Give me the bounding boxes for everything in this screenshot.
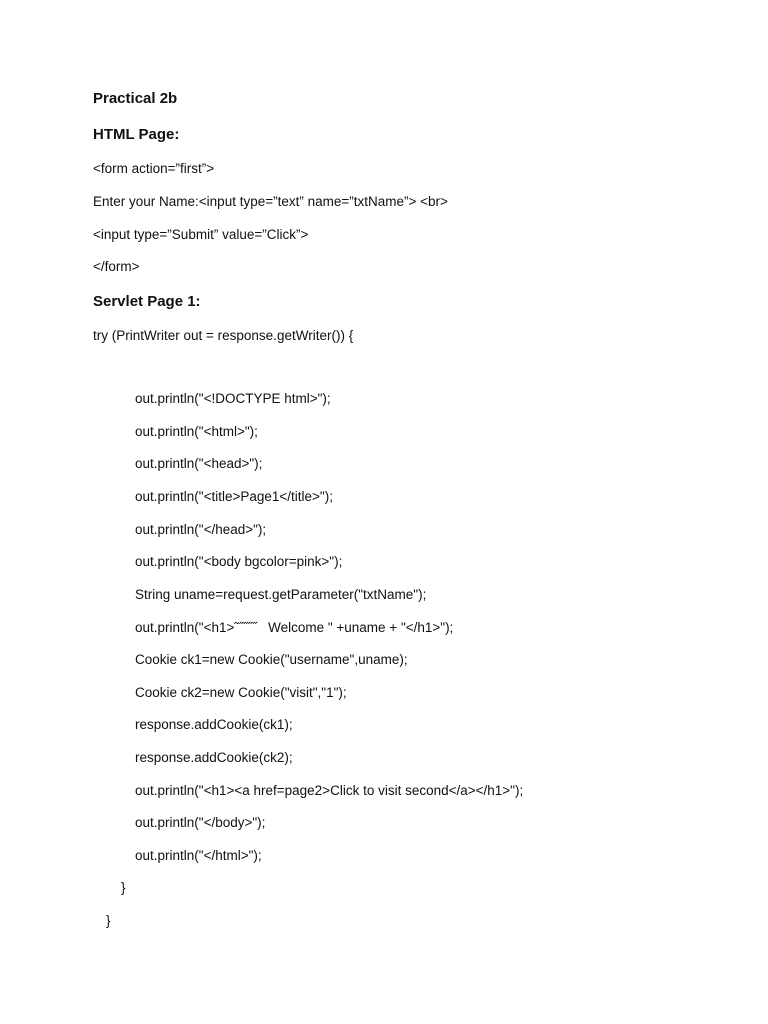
servlet-code-line: out.println("<title>Page1</title>"); [135, 489, 333, 504]
html-line-name-input: Enter your Name:<input type=”text” name=”txtName”> <br> [93, 194, 448, 209]
servlet-code-line: String uname=request.getParameter("txtName"); [135, 587, 427, 602]
html-line-form-open: <form action=”first”> [93, 161, 215, 176]
servlet-code-line: out.println("<head>"); [135, 456, 263, 471]
servlet-code-line: out.println("<html>"); [135, 424, 258, 439]
servlet-code-line: out.println("<!DOCTYPE html>"); [135, 391, 331, 406]
servlet-section-heading: Servlet Page 1: [93, 293, 201, 310]
servlet-code-line: out.println("</body>"); [135, 815, 266, 830]
html-line-submit-input: <input type=”Submit” value=”Click”> [93, 227, 309, 242]
servlet-code-line: Cookie ck1=new Cookie("username",uname); [135, 652, 408, 667]
servlet-code-line: out.println("<h1>˜˝˝˝˝ Welcome " +uname + "</h1>"); [135, 620, 454, 635]
servlet-try-line: try (PrintWriter out = response.getWriter()) { [93, 328, 354, 343]
servlet-close-brace-inner: } [121, 880, 126, 895]
servlet-code-line: out.println("</head>"); [135, 522, 267, 537]
document-title: Practical 2b [93, 90, 178, 107]
servlet-close-brace-outer: } [106, 913, 111, 928]
servlet-code-line: out.println("<h1><a href=page2>Click to visit second</a></h1>"); [135, 783, 524, 798]
html-line-form-close: </form> [93, 259, 140, 274]
servlet-code-line: response.addCookie(ck1); [135, 717, 293, 732]
html-section-heading: HTML Page: [93, 126, 180, 143]
servlet-code-line: Cookie ck2=new Cookie("visit","1"); [135, 685, 347, 700]
servlet-code-line: out.println("</html>"); [135, 848, 262, 863]
servlet-code-line: out.println("<body bgcolor=pink>"); [135, 554, 343, 569]
servlet-code-line: response.addCookie(ck2); [135, 750, 293, 765]
